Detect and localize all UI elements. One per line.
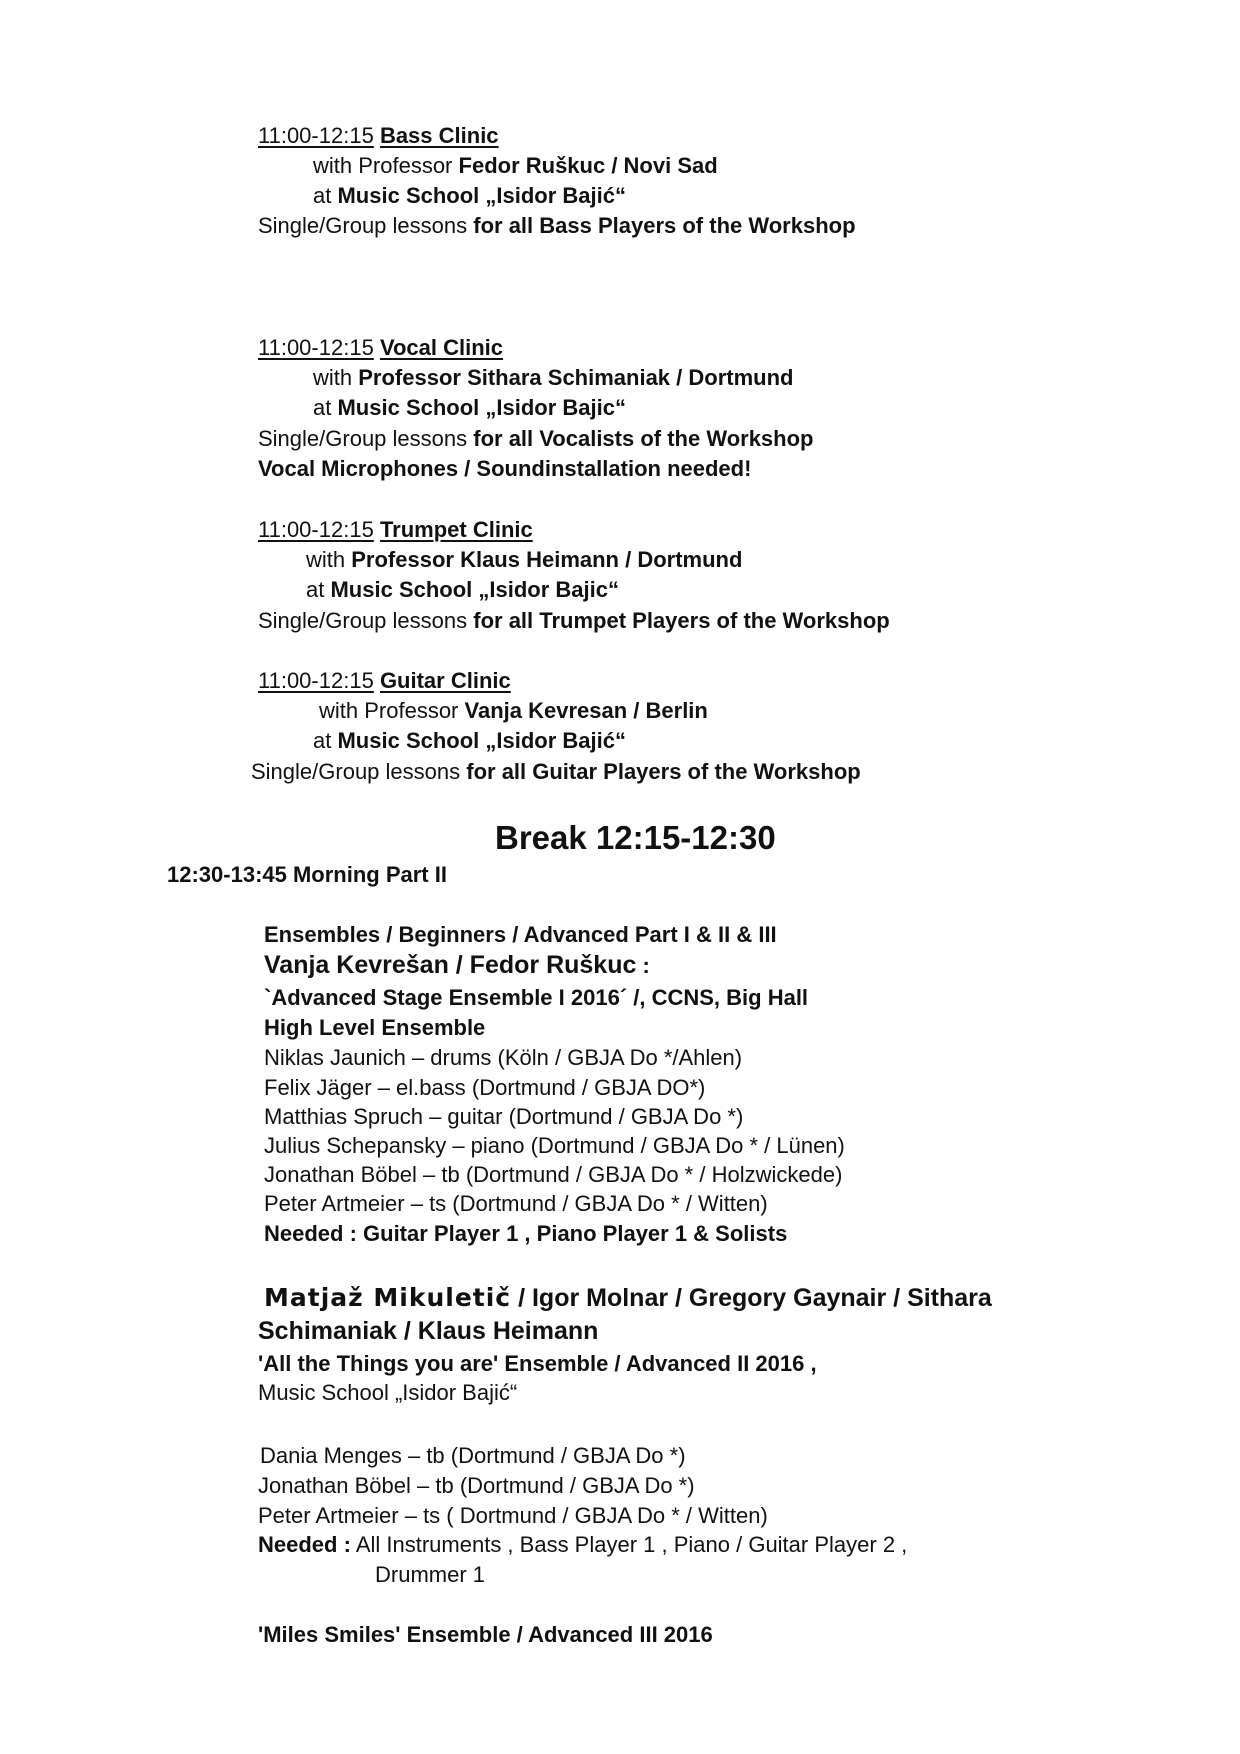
bass-lessons-target: for all Bass Players of the Workshop: [473, 213, 856, 238]
trumpet-location-name: Music School „Isidor Bajic“: [330, 577, 619, 602]
vocal-location-name: Music School „Isidor Bajic“: [337, 395, 626, 420]
ensembles-heading: Ensembles / Beginners / Advanced Part I & II & III: [264, 922, 777, 947]
ensembles-leaders-names: Vanja Kevrešan / Fedor Ruškuc: [264, 951, 637, 979]
guitar-lessons-prefix: Single/Group lessons: [251, 759, 461, 784]
ensemble2-place: Music School „Isidor Bajić“: [258, 1380, 518, 1405]
guitar-professor-name: Vanja Kevresan / Berlin: [464, 698, 708, 723]
trumpet-at-prefix: at: [306, 577, 325, 602]
ensemble-needed: Needed : Guitar Player 1 , Piano Player 1 & Solists: [264, 1221, 788, 1246]
ensemble2-leader-first: Matjaž Mikuletič: [264, 1283, 512, 1312]
vocal-professor-name: Professor Sithara Schimaniak / Dortmund: [358, 365, 794, 390]
guitar-clinic-lessons: [251, 759, 861, 785]
bass-with-prefix: with Professor: [313, 153, 453, 178]
ensemble-member: Peter Artmeier – ts (Dortmund / GBJA Do * / Witten): [264, 1191, 768, 1216]
vocal-lessons-prefix: Single/Group lessons: [258, 426, 468, 451]
trumpet-lessons-prefix: Single/Group lessons: [258, 608, 468, 633]
morning-part-two-heading: 12:30-13:45 Morning Part II: [167, 862, 447, 887]
ensembles-leaders: [264, 952, 650, 979]
trumpet-clinic-professor: [306, 547, 742, 573]
ensemble2-member: Peter Artmeier – ts ( Dortmund / GBJA Do * / Witten): [258, 1503, 768, 1528]
vocal-clinic-time: 11:00-12:15: [258, 335, 374, 360]
ensemble-member: Felix Jäger – el.bass (Dortmund / GBJA DO*): [264, 1075, 706, 1100]
guitar-clinic-location: [313, 728, 626, 754]
stage-ensemble-title: `Advanced Stage Ensemble I 2016´ /, CCNS, Big Hall: [264, 985, 809, 1010]
vocal-clinic-heading: [258, 335, 503, 361]
guitar-clinic-title: Guitar Clinic: [379, 668, 511, 693]
break-title: Break 12:15-12:30: [495, 819, 776, 856]
vocal-clinic-title: Vocal Clinic: [379, 335, 504, 360]
ensemble-member: Jonathan Böbel – tb (Dortmund / GBJA Do * / Holzwickede): [264, 1162, 843, 1187]
trumpet-professor-name: Professor Klaus Heimann / Dortmund: [351, 547, 743, 572]
bass-lessons-prefix: Single/Group lessons: [258, 213, 468, 238]
trumpet-clinic-heading: [258, 517, 533, 543]
ensemble2-needed: [258, 1532, 907, 1558]
bass-clinic-heading: [258, 123, 499, 149]
ensemble-member: Niklas Jaunich – drums (Köln / GBJA Do */Ahlen): [264, 1045, 743, 1070]
ensemble2-title: 'All the Things you are' Ensemble / Advanced II 2016 ,: [258, 1351, 817, 1376]
bass-location-name: Music School „Isidor Bajić“: [337, 183, 626, 208]
ensemble2-member: Dania Menges – tb (Dortmund / GBJA Do *): [260, 1443, 686, 1468]
vocal-clinic-location: [313, 395, 626, 421]
bass-clinic-professor: [313, 153, 718, 179]
vocal-clinic-note: Vocal Microphones / Soundinstallation needed!: [258, 456, 752, 481]
trumpet-clinic-lessons: [258, 608, 890, 634]
bass-clinic-title: Bass Clinic: [379, 123, 499, 148]
guitar-clinic-heading: [258, 668, 511, 694]
trumpet-with-prefix: with: [306, 547, 346, 572]
ensemble2-member: Jonathan Böbel – tb (Dortmund / GBJA Do *): [258, 1473, 695, 1498]
guitar-with-prefix: with Professor: [319, 698, 459, 723]
ensemble2-needed-text: All Instruments , Bass Player 1 , Piano / Guitar Player 2 ,: [355, 1532, 908, 1557]
trumpet-clinic-time: 11:00-12:15: [258, 517, 374, 542]
ensemble-member: Matthias Spruch – guitar (Dortmund / GBJA Do *): [264, 1104, 744, 1129]
vocal-clinic-lessons: [258, 426, 814, 452]
ensemble2-needed-label: Needed :: [258, 1532, 351, 1557]
vocal-with-prefix: with: [313, 365, 353, 390]
vocal-at-prefix: at: [313, 395, 332, 420]
trumpet-clinic-location: [306, 577, 619, 603]
guitar-at-prefix: at: [313, 728, 332, 753]
bass-clinic-location: [313, 183, 626, 209]
guitar-lessons-target: for all Guitar Players of the Workshop: [466, 759, 861, 784]
vocal-lessons-target: for all Vocalists of the Workshop: [473, 426, 814, 451]
bass-at-prefix: at: [313, 183, 332, 208]
bass-professor-name: Fedor Ruškuc / Novi Sad: [458, 153, 718, 178]
guitar-location-name: Music School „Isidor Bajić“: [337, 728, 626, 753]
ensembles-leaders-colon: :: [642, 953, 650, 978]
ensemble2-leaders-line2: Schimaniak / Klaus Heimann: [258, 1317, 599, 1345]
guitar-clinic-time: 11:00-12:15: [258, 668, 374, 693]
vocal-clinic-professor: [313, 365, 793, 391]
bass-clinic-lessons: [258, 213, 856, 239]
ensemble2-leaders-rest: / Igor Molnar / Gregory Gaynair / Sithara: [511, 1284, 992, 1312]
ensemble2-needed-line2: Drummer 1: [375, 1562, 486, 1587]
trumpet-clinic-title: Trumpet Clinic: [379, 517, 533, 542]
ensemble-member: Julius Schepansky – piano (Dortmund / GBJA Do * / Lünen): [264, 1133, 845, 1158]
ensemble3-title: 'Miles Smiles' Ensemble / Advanced III 2016: [258, 1622, 713, 1647]
trumpet-lessons-target: for all Trumpet Players of the Workshop: [473, 608, 890, 633]
ensemble-level: High Level Ensemble: [264, 1015, 486, 1040]
guitar-clinic-professor: [319, 698, 708, 724]
ensemble2-leaders: [264, 1285, 992, 1311]
bass-clinic-time: 11:00-12:15: [258, 123, 374, 148]
